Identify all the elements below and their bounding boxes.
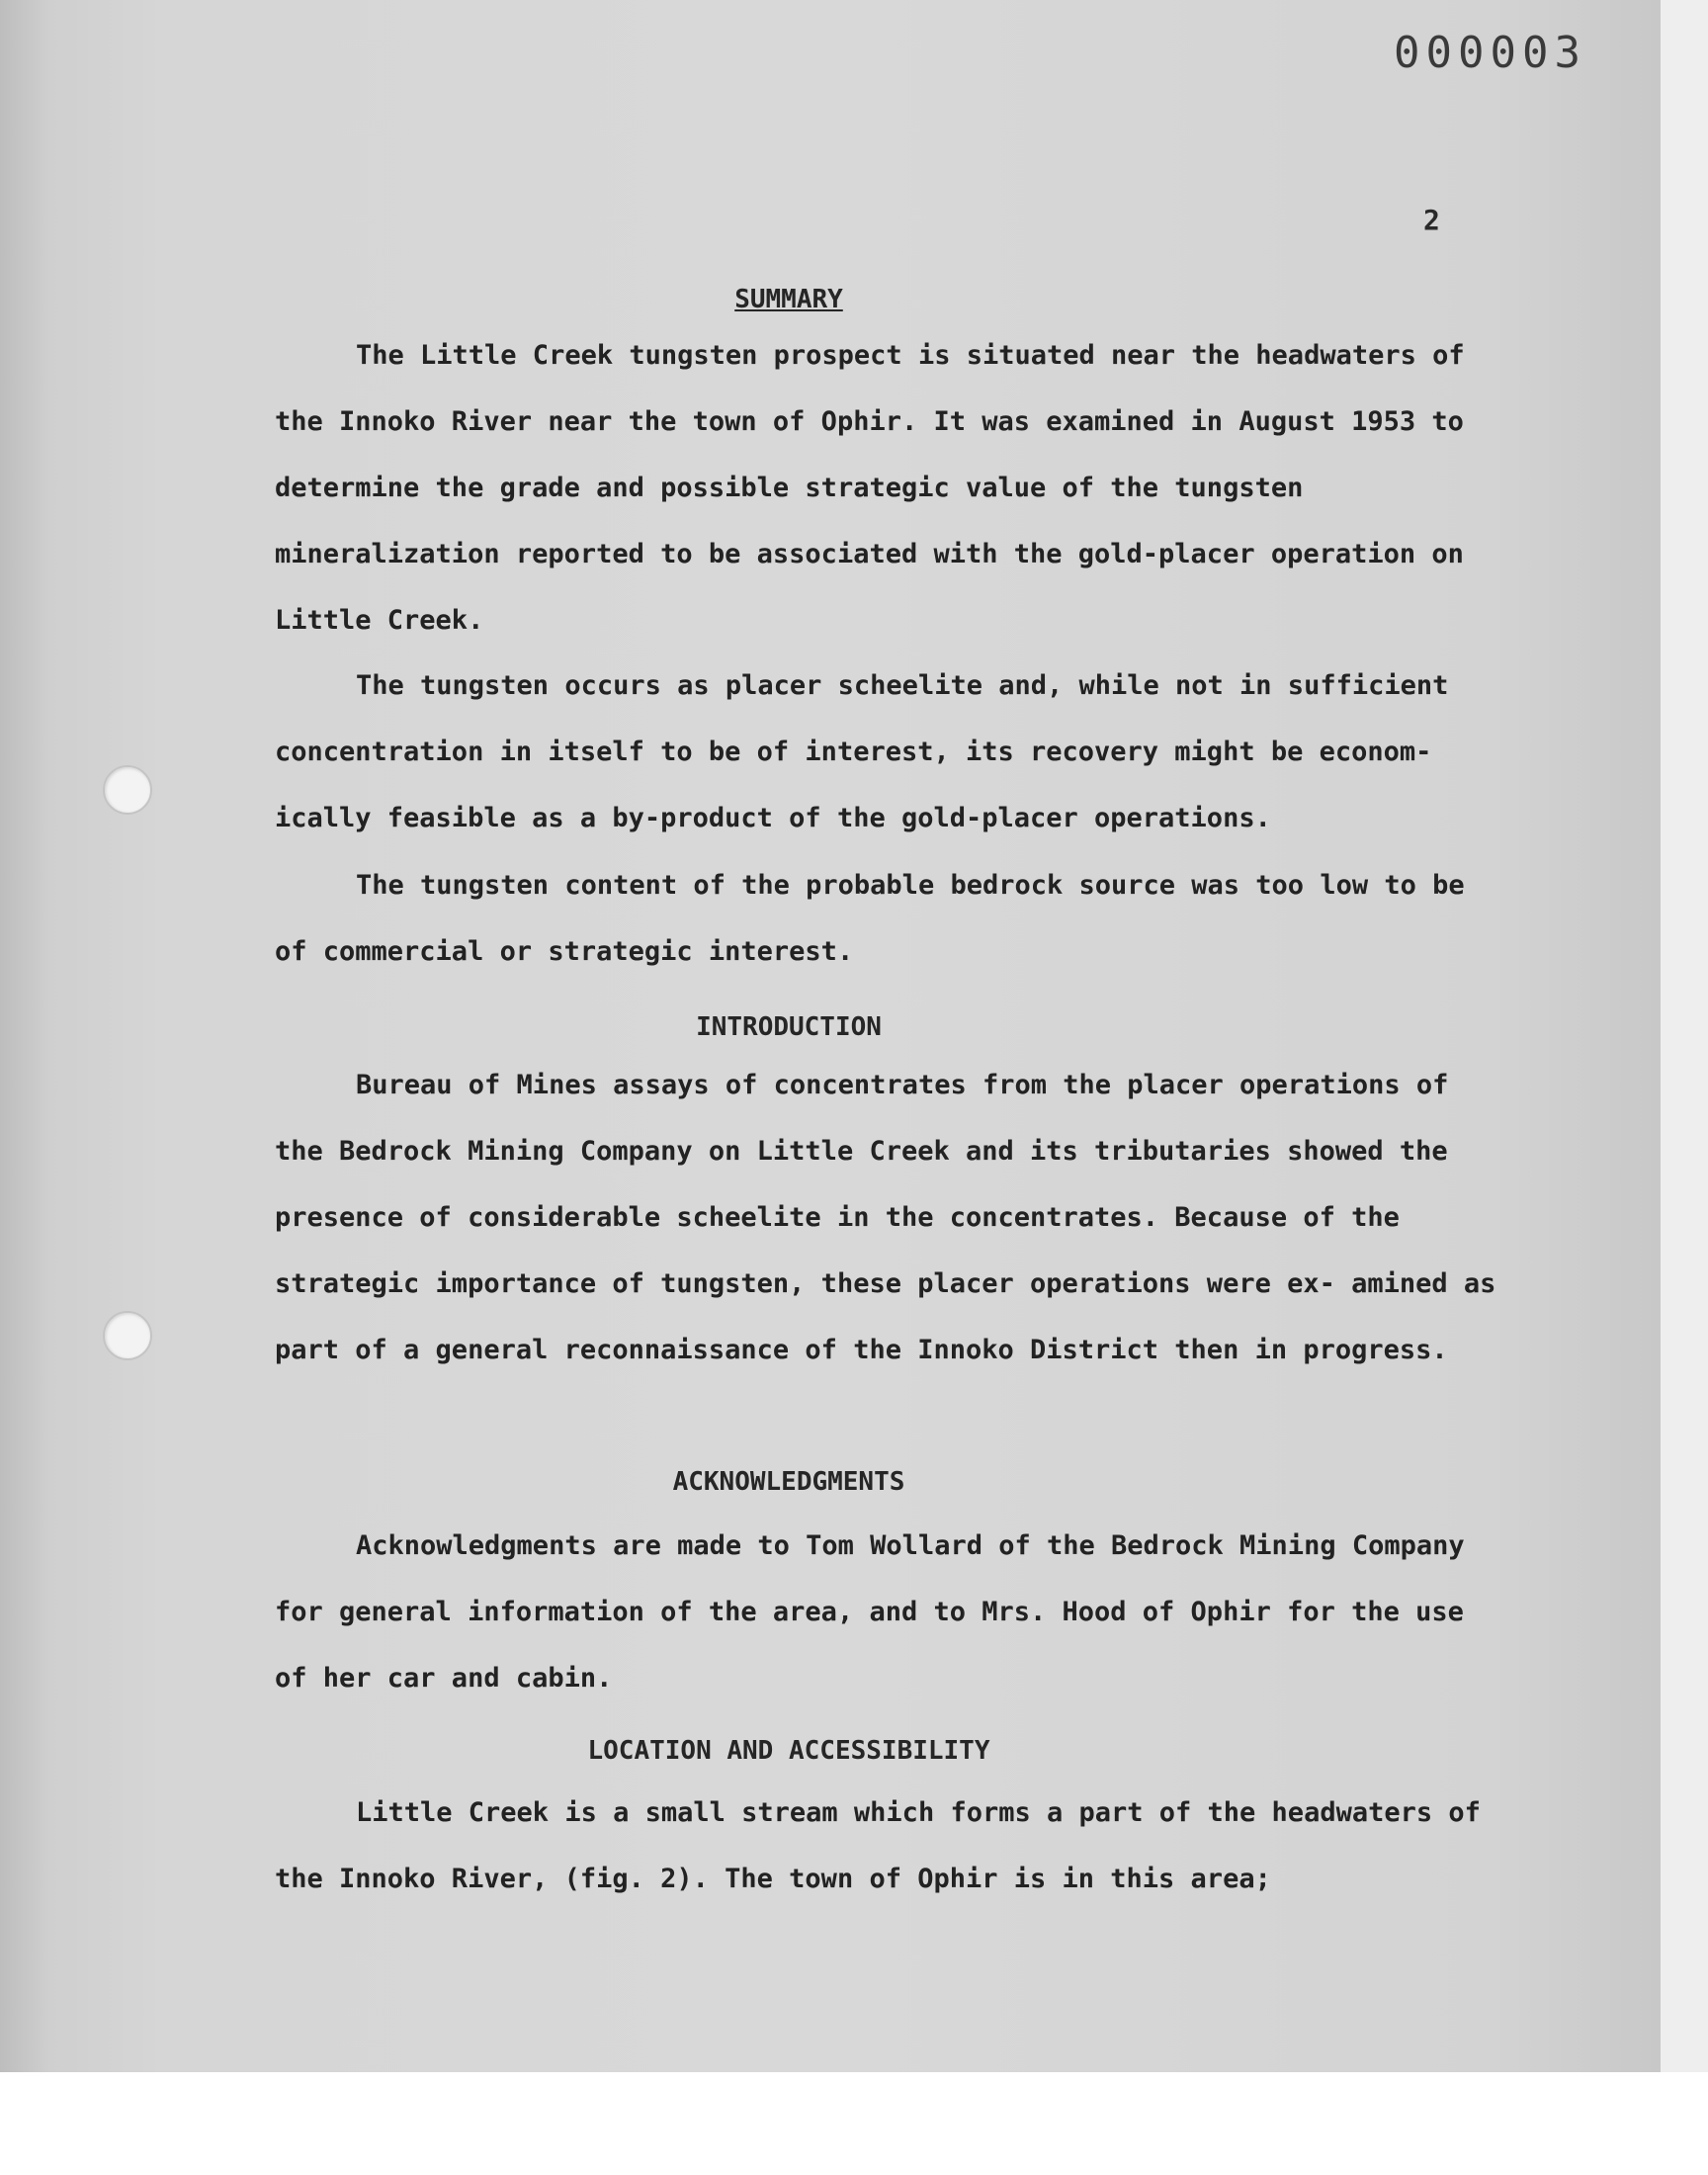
summary-heading: SUMMARY <box>734 285 843 314</box>
summary-paragraph-2: The tungsten occurs as placer scheelite and, while not in sufficient concentration in itself to be of interest, its recovery might be econom- ically feasible as a by-product of the gold-placer operations. <box>275 670 1449 833</box>
acknowledgments-paragraph: Acknowledgments are made to Tom Wollard of the Bedrock Mining Company for general information of the area, and to Mrs. Hood of Ophir for the use of her car and cabin. <box>275 1530 1465 1694</box>
document-id: 000003 <box>1394 28 1586 78</box>
location-heading: LOCATION AND ACCESSIBILITY <box>587 1736 990 1766</box>
scan-edge <box>1661 0 1708 2072</box>
summary-paragraph-3: The tungsten content of the probable bedrock source was too low to be of commercial or strategic interest. <box>275 870 1465 967</box>
punch-hole-lower <box>103 1311 152 1360</box>
page-number: 2 <box>1423 204 1440 236</box>
introduction-paragraph: Bureau of Mines assays of concentrates from the placer operations of the Bedrock Mining Company on Little Creek and its tributaries showed the presence of considerable scheelite in the concentrates. Because of the strategic importance of tungsten, these placer operations were ex- amined as part of a general reconnaissance of the Innoko District then in progress. <box>275 1070 1496 1365</box>
summary-paragraph-1: The Little Creek tungsten prospect is situated near the headwaters of the Innoko River near the town of Ophir. It was examined in August 1953 to determine the grade and possible strategic value of the tungsten mineralization reported to be associated with the gold-placer operation on Little Creek. <box>275 340 1465 636</box>
introduction-heading: INTRODUCTION <box>696 1012 882 1042</box>
punch-hole-upper <box>103 765 152 815</box>
acknowledgments-heading: ACKNOWLEDGMENTS <box>672 1467 905 1497</box>
location-paragraph: Little Creek is a small stream which forms a part of the headwaters of the Innoko River, (fig. 2). The town of Ophir is in this area; <box>275 1797 1481 1894</box>
